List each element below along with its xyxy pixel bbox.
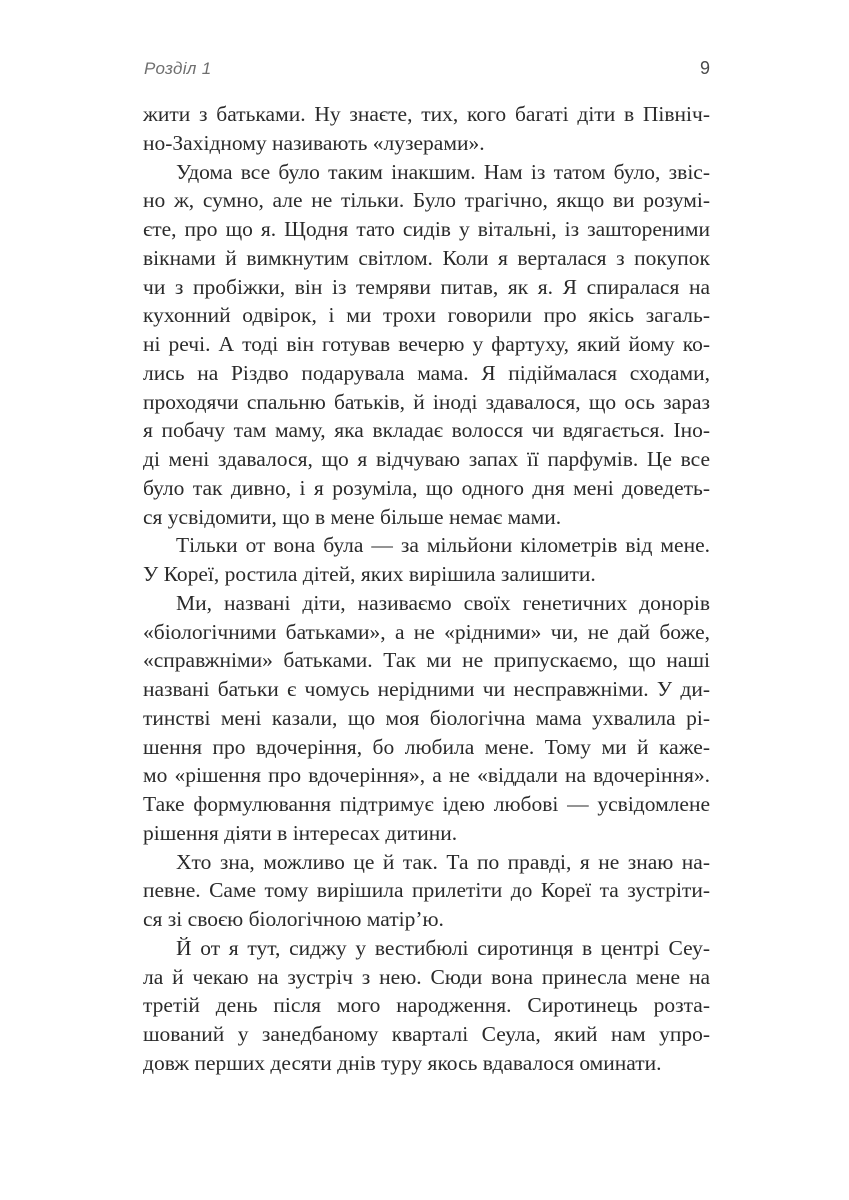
text-line: Ми, названі діти, називаємо своїх генетичних донорів bbox=[176, 590, 710, 615]
text-line: вікнами й вимкнутим світлом. Коли я верталася з покупок bbox=[143, 245, 710, 270]
text-line: лись на Різдво подарувала мама. Я підіймалася сходами, bbox=[143, 360, 710, 385]
text-line: но ж, сумно, але не тільки. Було трагічно, якщо ви розумі- bbox=[143, 188, 710, 213]
page-header bbox=[144, 58, 710, 79]
text-line: було так дивно, і я розуміла, що одного дня мені доведеть- bbox=[143, 475, 710, 500]
text-line: Тільки от вона була — за мільйони кілометрів від мене. bbox=[176, 533, 710, 558]
text-line: проходячи спальню батьків, й іноді здавалося, що ось зараз bbox=[143, 389, 710, 414]
text-line: Й от я тут, сиджу у вестибюлі сиротинця в центрі Сеу- bbox=[176, 935, 710, 960]
text-line: ді мені здавалося, що я відчуваю запах її парфумів. Це все bbox=[143, 447, 710, 471]
text-line: єте, про що я. Щодня тато сидів у вітальні, із заштореними bbox=[143, 217, 710, 241]
text-line: ла й чекаю на зустріч з нею. Сюди вона принесла мене на bbox=[143, 964, 710, 989]
text-line: «справжніми» батьками. Так ми не припускаємо, що наші bbox=[143, 648, 710, 673]
text-line: ся зі своєю біологічною матір’ю. bbox=[143, 907, 444, 931]
text-line: мо «рішення про вдочеріння», а не «віддали на вдочеріння». bbox=[143, 763, 710, 788]
text-line: рішення діяти в інтересах дитини. bbox=[143, 820, 458, 845]
text-line: шення про вдочеріння, бо любила мене. Тому ми й каже- bbox=[143, 734, 710, 759]
page-number: 9 bbox=[699, 58, 710, 78]
text-line: шований у занедбаному кварталі Сеула, який нам упро- bbox=[143, 1022, 710, 1046]
text-line: «біологічними батьками», а не «рідними» чи, не дай боже, bbox=[143, 619, 710, 644]
text-line: названі батьки є чомусь нерідними чи несправжніми. У ди- bbox=[143, 677, 710, 701]
text-line: У Кореї, ростила дітей, яких вирішила залишити. bbox=[143, 562, 596, 586]
text-line: третій день після мого народження. Сиротинець розта- bbox=[143, 993, 710, 1018]
paragraph bbox=[143, 934, 710, 1078]
text-line: Хто зна, можливо це й так. Та по правді, я не знаю на- bbox=[176, 849, 710, 874]
running-head-chapter: Розділ 1 bbox=[144, 59, 212, 78]
text-line: довж перших десяти днів туру якось вдавалося оминати. bbox=[143, 1050, 662, 1075]
text-line: кухонний одвірок, і ми трохи говорили про якісь загаль- bbox=[143, 303, 710, 328]
text-line: чи з пробіжки, він із темряви питав, як я. Я спиралася на bbox=[143, 274, 710, 299]
page-body bbox=[143, 100, 710, 1078]
paragraph bbox=[143, 589, 710, 848]
text-line: но-Західному називають «лузерами». bbox=[143, 130, 485, 155]
paragraph bbox=[143, 158, 710, 532]
text-line: Удома все було таким інакшим. Нам із татом було, звіс- bbox=[176, 159, 710, 184]
paragraph bbox=[143, 848, 710, 934]
text-line: певне. Саме тому вирішила прилетіти до Кореї та зустріти- bbox=[143, 878, 710, 903]
text-line: ся усвідомити, що в мене більше немає мами. bbox=[143, 504, 562, 529]
text-line: ні речі. А тоді він готував вечерю у фартуху, який йому ко- bbox=[143, 332, 710, 356]
paragraph bbox=[143, 100, 710, 158]
text-line: я побачу там маму, яка вкладає волосся чи вдягається. Іно- bbox=[143, 418, 710, 443]
text-line: тинстві мені казали, що моя біологічна мама ухвалила рі- bbox=[143, 705, 710, 730]
paragraph bbox=[143, 531, 710, 589]
text-line: Таке формулювання підтримує ідею любові — усвідомлене bbox=[143, 792, 710, 816]
text-line: жити з батьками. Ну знаєте, тих, кого багаті діти в Північ- bbox=[143, 102, 710, 126]
